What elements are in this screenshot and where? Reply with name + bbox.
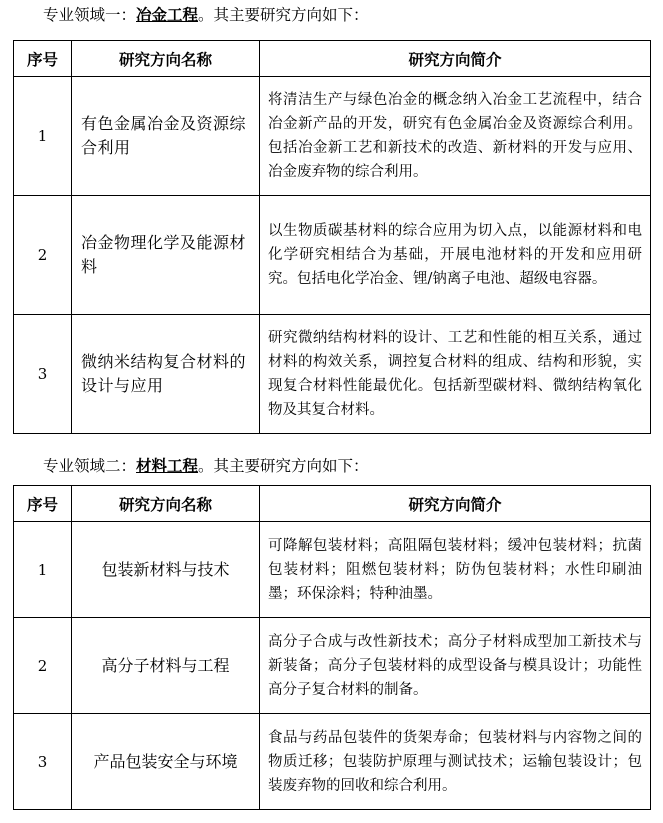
row-direction-intro: 食品与药品包装件的货架寿命；包装材料与内容物之间的物质迁移；包装防护原理与测试技术；运输包装设计；包装废弃物的回收和综合利用。 <box>260 714 651 810</box>
row-number: 3 <box>14 315 72 434</box>
row-number: 1 <box>14 77 72 196</box>
row-direction-name: 有色金属冶金及资源综合利用 <box>72 77 260 196</box>
row-direction-name: 微纳米结构复合材料的设计与应用 <box>72 315 260 434</box>
table-header-row <box>14 41 651 77</box>
header-number: 序号 <box>14 41 72 77</box>
row-number: 2 <box>14 196 72 315</box>
header-direction-intro: 研究方向简介 <box>260 41 651 77</box>
row-number: 3 <box>14 714 72 810</box>
section2-field-name: 材料工程 <box>136 456 199 475</box>
table-header-row <box>14 486 651 522</box>
table-row <box>14 522 651 618</box>
row-direction-name: 冶金物理化学及能源材料 <box>72 196 260 315</box>
row-number: 2 <box>14 618 72 714</box>
row-number: 1 <box>14 522 72 618</box>
section2-intro-prefix: 专业领域二： <box>43 457 137 475</box>
table-row <box>14 196 651 315</box>
section2-intro <box>43 455 369 477</box>
section1-intro-suffix: 。其主要研究方向如下： <box>198 6 369 24</box>
header-direction-name: 研究方向名称 <box>72 486 260 522</box>
table-row <box>14 714 651 810</box>
section1-intro-prefix: 专业领域一： <box>43 6 137 24</box>
row-direction-name: 高分子材料与工程 <box>72 618 260 714</box>
section1-intro <box>43 4 369 26</box>
table-row <box>14 618 651 714</box>
table-row <box>14 77 651 196</box>
row-direction-intro: 以生物质碳基材料的综合应用为切入点，以能源材料和电化学研究相结合为基础，开展电池材料的开发和应用研究。包括电化学冶金、锂/钠离子电池、超级电容器。 <box>260 196 651 315</box>
row-direction-intro: 研究微纳结构材料的设计、工艺和性能的相互关系，通过材料的构效关系，调控复合材料的组成、结构和形貌，实现复合材料性能最优化。包括新型碳材料、微纳结构氧化物及其复合材料。 <box>260 315 651 434</box>
section2-intro-suffix: 。其主要研究方向如下： <box>198 457 369 475</box>
section1-table <box>13 40 651 434</box>
row-direction-intro: 将清洁生产与绿色冶金的概念纳入冶金工艺流程中，结合冶金新产品的开发，研究有色金属冶金及资源综合利用。包括冶金新工艺和新技术的改造、新材料的开发与应用、冶金废弃物的综合利用。 <box>260 77 651 196</box>
table-row <box>14 315 651 434</box>
row-direction-name: 包装新材料与技术 <box>72 522 260 618</box>
row-direction-intro: 可降解包装材料；高阻隔包装材料；缓冲包装材料；抗菌包装材料；阻燃包装材料；防伪包装材料；水性印刷油墨；环保涂料；特种油墨。 <box>260 522 651 618</box>
section2-table <box>13 485 651 810</box>
header-direction-intro: 研究方向简介 <box>260 486 651 522</box>
header-direction-name: 研究方向名称 <box>72 41 260 77</box>
header-number: 序号 <box>14 486 72 522</box>
row-direction-intro: 高分子合成与改性新技术；高分子材料成型加工新技术与新装备；高分子包装材料的成型设备与模具设计；功能性高分子复合材料的制备。 <box>260 618 651 714</box>
section1-field-name: 冶金工程 <box>136 5 199 24</box>
row-direction-name: 产品包装安全与环境 <box>72 714 260 810</box>
